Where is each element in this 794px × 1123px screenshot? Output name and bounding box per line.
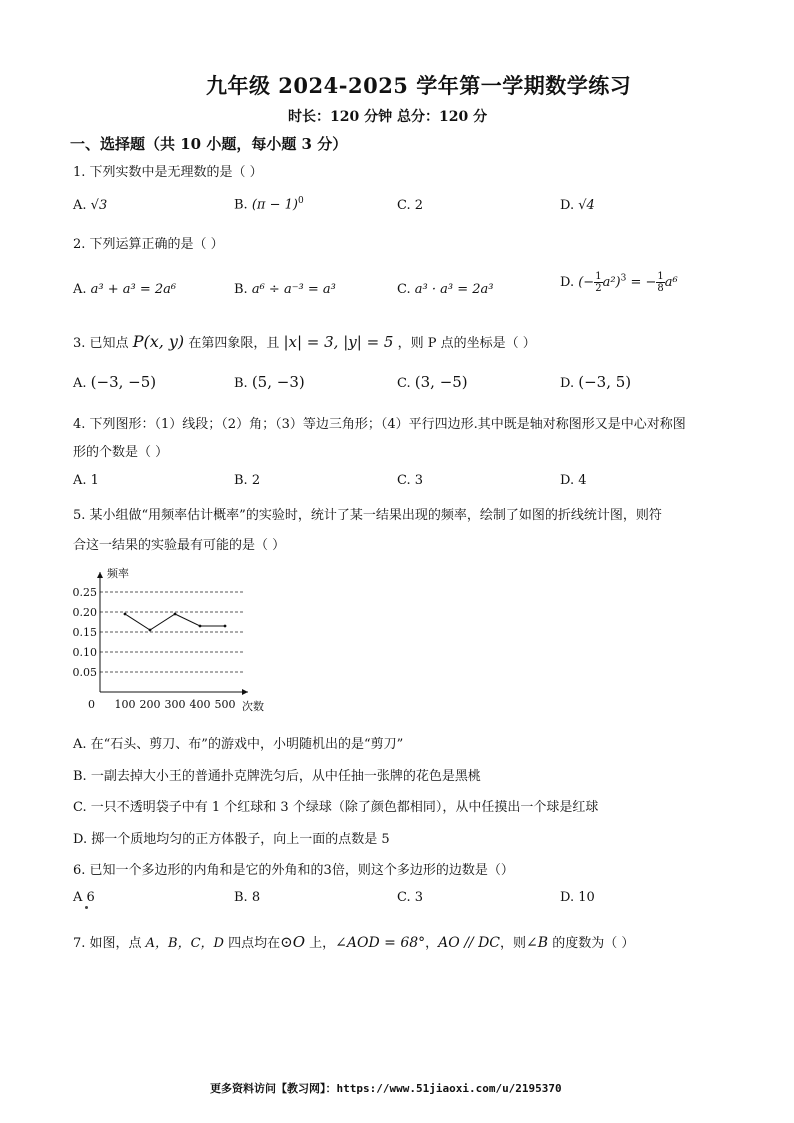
stem-text: 6. 已知一个多边形的内角和是它的外角和的 — [73, 863, 324, 878]
option-math: a³ + a³ = 2a⁶ — [90, 282, 177, 297]
stem-number: 3 — [323, 863, 332, 878]
y-tick-label: 0.05 — [72, 666, 97, 679]
option-label: A. — [73, 198, 87, 213]
section-heading: 一、选择题（共 10 小题，每小题 3 分） — [70, 135, 348, 153]
option-label: B. — [234, 282, 248, 297]
y-tick-label: 0.20 — [72, 606, 97, 619]
question-2-option-d — [560, 271, 678, 294]
question-3-stem — [73, 332, 536, 351]
option-label: D. — [560, 275, 575, 290]
stem-text: 四点均在 — [223, 936, 281, 951]
question-1-option-a — [73, 198, 107, 213]
question-5-stem-line1: 5. 某小组做“用频率估计概率”的实验时，统计了某一结果出现的频率，绘制了如图的折线统计图，则符 — [73, 508, 662, 523]
x-axis-label: 次数 — [242, 700, 264, 713]
stem-text: ， — [425, 936, 439, 951]
question-1-option-b — [234, 196, 304, 212]
stem-text: 3. 已知点 — [73, 336, 129, 351]
option-label: B. — [234, 197, 248, 213]
option-label: C. — [397, 282, 411, 297]
page-subtitle: 时长：120 分钟 总分：120 分 — [288, 109, 488, 125]
data-point — [174, 613, 177, 616]
option-math: (3, −5) — [414, 373, 468, 391]
question-4-option-c: C. 3 — [397, 473, 424, 488]
origin-label: 0 — [88, 698, 95, 711]
angle-b: ∠B — [526, 935, 549, 951]
question-5-option-b: B. 一副去掉大小王的普通扑克牌洗匀后，从中任抽一张牌的花色是黑桃 — [73, 769, 481, 784]
data-point — [124, 613, 127, 616]
question-2-option-a — [73, 282, 176, 297]
option-math: a⁶ ÷ a⁻³ = a³ — [251, 282, 336, 297]
stem-text: ，则 — [500, 936, 527, 951]
question-4-option-a: A. 1 — [73, 473, 99, 488]
question-5-stem-line2: 合这一结果的实验最有可能的是（ ） — [73, 538, 286, 553]
question-5-option-c: C. 一只不透明袋子中有 1 个红球和 3 个绿球（除了颜色都相同），从中任摸出一个球是红球 — [73, 800, 599, 815]
y-tick-label: 0.15 — [72, 626, 97, 639]
question-3-option-c — [397, 373, 468, 391]
option-label: A. — [73, 282, 87, 297]
question-3-option-b — [234, 373, 305, 391]
option-math: (π − 1) — [251, 197, 298, 213]
question-2-option-b — [234, 282, 336, 297]
option-math-term: a²) — [602, 275, 621, 290]
stem-text: 7. 如图，点 — [73, 936, 146, 951]
stem-text: 的度数为（ ） — [548, 936, 635, 951]
option-math-eq: = − — [626, 275, 657, 290]
stem-text: 倍，则这个多边形的边数是（） — [331, 863, 514, 878]
circle-o: ⊙O — [280, 933, 305, 951]
question-4-option-d: D. 4 — [560, 473, 587, 488]
question-4-option-b: B. 2 — [234, 473, 261, 488]
option-math: √3 — [90, 198, 108, 213]
option-label: D. — [560, 376, 575, 391]
stem-text: 上， — [305, 936, 336, 951]
question-1-stem: 1. 下列实数中是无理数的是（ ） — [73, 165, 263, 180]
question-6-option-d: D. 10 — [560, 890, 595, 905]
series-line — [125, 614, 225, 630]
option-exponent: 0 — [297, 196, 304, 206]
question-2-stem: 2. 下列运算正确的是（ ） — [73, 237, 224, 252]
chart-svg — [68, 564, 278, 724]
frequency-line-chart — [68, 564, 278, 724]
fraction-half: $\frac{1}{2}$ — [595, 271, 602, 294]
abs-conditions: |x| = 3, |y| = 5 — [283, 333, 394, 351]
y-axis-arrow — [97, 572, 103, 578]
option-math: a³ · a³ = 2a³ — [414, 282, 494, 297]
question-6-stem — [73, 859, 514, 878]
data-point — [224, 625, 227, 628]
stray-dot — [85, 906, 88, 909]
page-title: 九年级 2024-2025 学年第一学期数学练习 — [206, 73, 632, 98]
y-tick-label: 0.10 — [72, 646, 97, 659]
question-5-option-a: A. 在“石头、剪刀、布”的游戏中，小明随机出的是“剪刀” — [73, 737, 404, 752]
x-axis-arrow — [242, 689, 248, 695]
option-exponent: 3 — [620, 273, 627, 284]
question-3-option-a — [73, 373, 156, 391]
question-1-option-c: C. 2 — [397, 198, 424, 213]
option-label: C. — [397, 376, 411, 391]
question-3-option-d — [560, 373, 631, 391]
y-axis-label: 频率 — [107, 567, 129, 580]
option-math-open: (− — [578, 275, 595, 290]
points-label: A，B，C，D — [145, 936, 224, 951]
x-tick-label: 500 — [214, 698, 236, 711]
question-6-option-a: A 6 — [73, 890, 95, 905]
stem-text: 在第四象限，且 — [188, 336, 280, 351]
question-4-stem-line2: 形的个数是（ ） — [73, 445, 169, 460]
fraction-eighth: $\frac{1}{8}$ — [657, 271, 664, 294]
footer-link[interactable]: 更多资料访问【教习网】：https://www.51jiaoxi.com/u/2195370 — [210, 1082, 562, 1095]
option-math: (−3, −5) — [90, 373, 157, 391]
x-tick-label: 100 — [114, 698, 136, 711]
question-6-option-b: B. 8 — [234, 890, 261, 905]
parallel-lines: AO // DC — [438, 935, 501, 951]
question-4-stem-line1: 4. 下列图形：（1）线段；（2）角；（3）等边三角形；（4）平行四边形.其中既是轴对称图形又是中心对称图 — [73, 417, 686, 432]
option-label: A. — [73, 376, 87, 391]
y-tick-label: 0.25 — [72, 586, 97, 599]
x-tick-label: 300 — [164, 698, 186, 711]
stem-text: ，则 P 点的坐标是（ ） — [397, 336, 536, 351]
angle-aod: ∠AOD = 68° — [335, 935, 426, 951]
question-1-option-d — [560, 198, 595, 213]
option-math-result: a⁶ — [664, 275, 678, 290]
question-2-option-c — [397, 282, 493, 297]
x-tick-label: 200 — [139, 698, 161, 711]
option-math: √4 — [578, 198, 595, 213]
data-point — [149, 629, 152, 632]
option-math: (5, −3) — [251, 373, 305, 391]
option-label: B. — [234, 376, 248, 391]
x-tick-label: 400 — [189, 698, 211, 711]
question-5-option-d: D. 掷一个质地均匀的正方体骰子，向上一面的点数是 5 — [73, 832, 390, 847]
option-label: D. — [560, 198, 575, 213]
option-math: (−3, 5) — [578, 373, 632, 391]
question-7-stem — [73, 932, 634, 951]
point-p: P(x, y) — [132, 332, 185, 351]
data-point — [199, 625, 202, 628]
question-6-option-c: C. 3 — [397, 890, 424, 905]
